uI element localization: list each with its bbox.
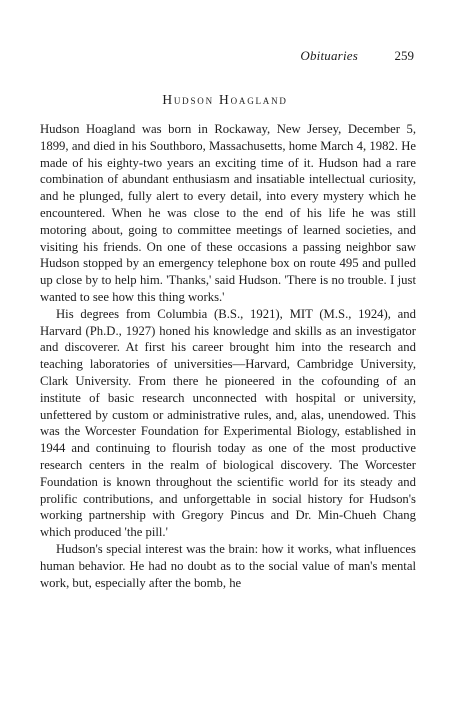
paragraph: His degrees from Columbia (B.S., 1921), MIT (M.S., 1924), and Harvard (Ph.D., 1927) honed his knowledge and skills as an investigator and discoverer. At first his career brought him into the research and teaching laboratories of universities—Harvard, Cambridge University, Clark University. From there he pioneered in the cofounding of an institute of basic research unconnected with hospital or university, unfettered by custom or administrative rules, and, alas, unendowed. This was the Worcester Foundation for Experimental Biology, established in 1944 and continuing to flourish today as one of the most productive research centers in the realm of biological discovery. The Worcester Foundation is known throughout the scientific world for its steady and prolific contributions, and unforgettable in social history for Hudson's working partnership with Gregory Pincus and Dr. Min-Chueh Chang which produced 'the pill.' — [40, 306, 416, 540]
obituary-body — [40, 121, 416, 591]
running-head: Obituaries — [300, 48, 358, 63]
page-header — [40, 48, 416, 64]
paragraph: Hudson Hoagland was born in Rockaway, New Jersey, December 5, 1899, and died in his Southboro, Massachusetts, home March 4, 1982. He made of his eighty-two years an exciting time of it. Hudson had a rare combination of abundant enthusiasm and insatiable intellectual curiosity, and he plunged, fully alert to every detail, into every mystery which he encountered. When he was close to the end of his life he was still motoring about, going to committee meetings of learned societies, and visiting his friends. On one of these occasions a passing neighbor saw Hudson stopped by an emergency telephone box on route 495 and pulled up close by to help him. 'Thanks,' said Hudson. 'There is no trouble. I just wanted to see how this thing works.' — [40, 122, 416, 304]
page-number: 259 — [394, 48, 414, 63]
obituary-title: Hudson Hoagland — [162, 92, 288, 107]
paragraph: Hudson's special interest was the brain: how it works, what influences human behavior. He had no doubt as to the social value of man's mental work, but, especially after the bomb, he — [40, 541, 416, 590]
